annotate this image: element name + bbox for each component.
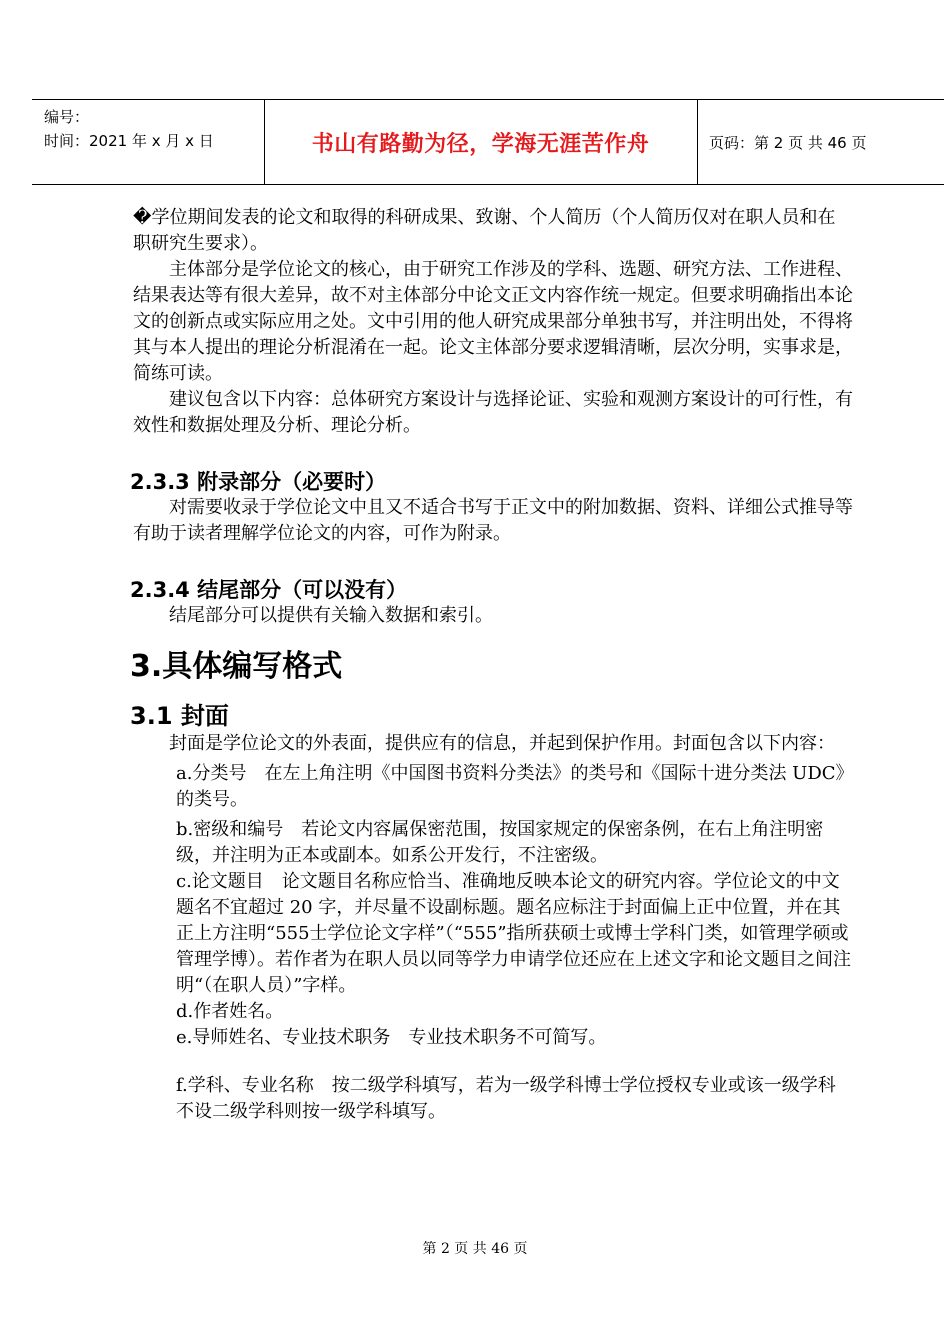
header-page-cell: [697, 100, 944, 184]
document-time-label: 时间：2021 年 x 月 x 日: [44, 132, 214, 150]
list-item-f: f.学科、专业名称 按二级学科填写，若为一级学科博士学位授权专业或该一级学科不设二级学科则按一级学科填写。: [176, 1075, 836, 1122]
paragraph-ending: 结尾部分可以提供有关输入数据和索引。: [169, 605, 493, 626]
header-motto: 书山有路勤为径，学海无涯苦作舟: [311, 131, 650, 157]
paragraph-cover: 封面是学位论文的外表面，提供应有的信息，并起到保护作用。封面包含以下内容：: [169, 733, 835, 754]
list-item-b: b.密级和编号 若论文内容属保密范围，按国家规定的保密条例，在右上角注明密级，并注明为正本或副本。如系公开发行，不注密级。: [176, 819, 824, 866]
document-number-label: 编号：: [44, 108, 90, 126]
page-footer: 第 2 页 共 46 页: [422, 1241, 528, 1257]
paragraph-suggestion: 建议包含以下内容：总体研究方案设计与选择论证、实验和观测方案设计的可行性，有效性和数据处理及分析、理论分析。: [133, 389, 853, 436]
heading-2-3-3: 2.3.3 附录部分（必要时）: [130, 470, 387, 494]
header-motto-cell: [264, 100, 698, 184]
paragraph-main-body: 主体部分是学位论文的核心，由于研究工作涉及的学科、选题、研究方法、工作进程、结果表达等有很大差异，故不对主体部分中论文正文内容作统一规定。但要求明确指出本论文的创新点或实际应用之处。文中引用的他人研究成果部分单独书写，并注明出处，不得将其与本人提出的理论分析混淆在一起。论文主体部分要求逻辑清晰，层次分明，实事求是，简练可读。: [133, 259, 853, 384]
paragraph-appendix-list: �学位期间发表的论文和取得的科研成果、致谢、个人简历（个人简历仅对在职人员和在职研究生要求）。: [133, 207, 836, 254]
header-meta: [32, 100, 265, 184]
list-item-c: c.论文题目 论文题目名称应恰当、准确地反映本论文的研究内容。学位论文的中文题名不宜超过 20 字，并尽量不设副标题。题名应标注于封面偏上正中位置，并在其正上方注明“555士学位论文字样”（“555”指所获硕士或博士学科门类，如管理学硕或管理学博）。若作者为在职人员以同等学力申请学位还应在上述文字和论文题目之间注明“（在职人员）”字样。: [176, 871, 851, 996]
heading-2-3-4: 2.3.4 结尾部分（可以没有）: [130, 578, 408, 602]
page-header: [32, 99, 944, 185]
paragraph-appendix: 对需要收录于学位论文中且又不适合书写于正文中的附加数据、资料、详细公式推导等有助于读者理解学位论文的内容，可作为附录。: [133, 497, 853, 544]
header-page-number: 页码：第 2 页 共 46 页: [709, 133, 867, 152]
heading-3-1: 3.1 封面: [130, 702, 229, 730]
document-body: [130, 205, 853, 1125]
list-item-d: d.作者姓名。: [176, 1001, 284, 1022]
list-item-e: e.导师姓名、专业技术职务 专业技术职务不可简写。: [176, 1027, 607, 1048]
heading-3: 3.具体编写格式: [130, 649, 343, 684]
list-item-a: a.分类号 在左上角注明《中国图书资料分类法》的类号和《国际十进分类法 UDC》的类号。: [176, 763, 845, 810]
